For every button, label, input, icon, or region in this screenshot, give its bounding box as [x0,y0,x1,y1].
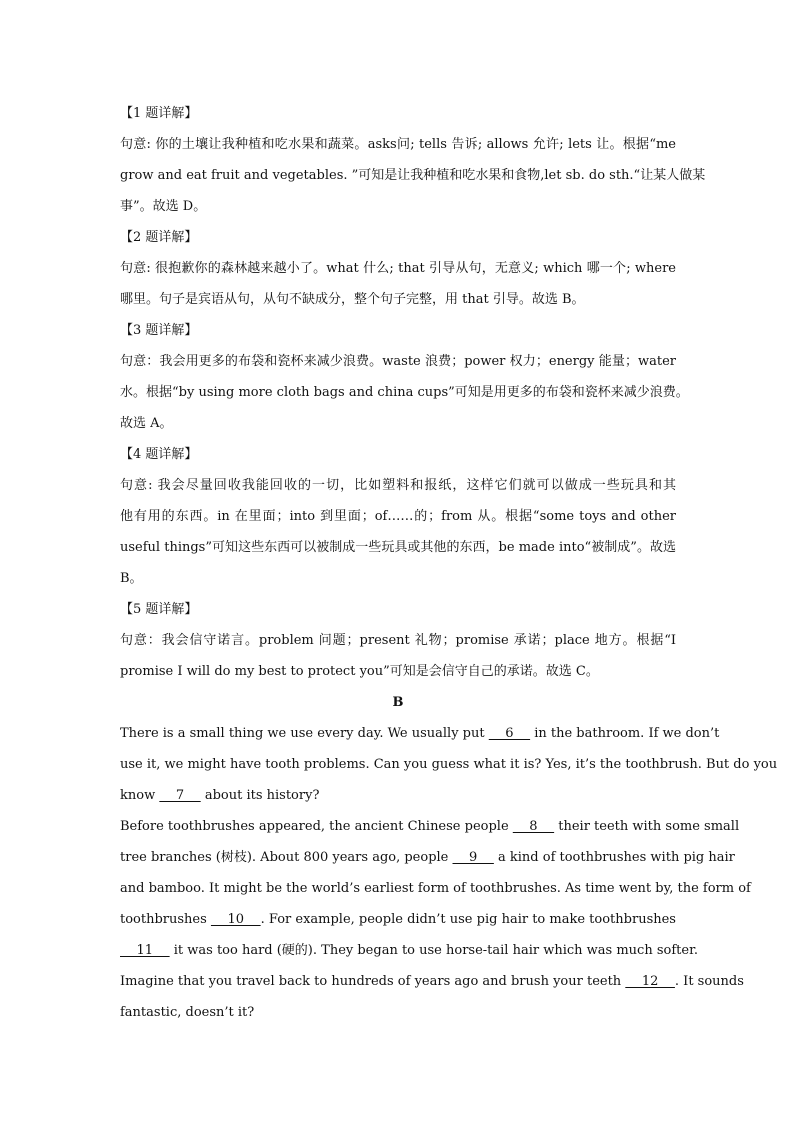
explanation-heading: 【1 题详解】 [120,106,198,121]
passage-text: about its history? [200,788,320,803]
passage-text: in the bathroom. If we don’t [530,726,720,741]
explanation-line: 句意：我会信守诺言。problem 问题；present 礼物；promise 承诺；place 地方。根据“I [120,633,676,648]
explanation-line: 句意: 你的土壤让我种植和吃水果和蔬菜。asks问; tells 告诉; allows 允许; lets 让。根据“me [120,137,676,152]
cloze-blank: 9 [452,850,494,865]
passage-line [120,718,720,749]
passage-line [120,935,698,966]
explanation-line: 事”。故选 D。 [120,199,207,214]
cloze-blank: 11 [120,943,170,958]
explanation-heading: 【3 题详解】 [120,323,198,338]
passage-text: know [120,788,160,803]
explanation-heading: 【5 题详解】 [120,602,198,617]
passage-text: tree branches (树枝). About 800 years ago, people [120,850,453,865]
passage-line [120,997,676,1028]
question-explanation-2 [120,222,676,315]
passage-line [120,904,676,935]
passage-line [120,749,778,780]
section-b-title: B [392,695,404,710]
passage-text: . For example, people didn’t use pig hair to make toothbrushes [260,912,676,927]
cloze-blank: 6 [488,726,531,741]
passage-line [120,966,744,997]
cloze-passage [120,718,778,1028]
passage-text: Before toothbrushes appeared, the ancient Chinese people [120,819,513,834]
passage-text: fantastic, doesn’t it? [120,1005,255,1020]
passage-text: use it, we might have tooth problems. Can you guess what it is? Yes, it’s the toothbrush. But do you [120,757,778,772]
explanation-line: 他有用的东西。in 在里面；into 到里面；of……的；from 从。根据“some toys and other [120,509,676,524]
explanation-line: 水。根据“by using more cloth bags and china cups”可知是用更多的布袋和瓷杯来减少浪费。 [120,385,689,400]
document-page [120,98,778,1028]
passage-line [120,873,751,904]
explanation-heading: 【2 题详解】 [120,230,198,245]
passage-line [120,811,740,842]
passage-text: a kind of toothbrushes with pig hair [493,850,735,865]
passage-text: There is a small thing we use every day. We usually put [120,726,489,741]
explanation-heading: 【4 题详解】 [120,447,198,462]
explanation-line: grow and eat fruit and vegetables. ”可知是让我种植和吃水果和食物,let sb. do sth.“让某人做某 [120,168,706,183]
passage-text: toothbrushes [120,912,211,927]
cloze-blank: 12 [625,974,675,989]
question-explanation-5 [120,594,676,687]
passage-text: it was too hard (硬的). They began to use horse-tail hair which was much softer. [169,943,698,958]
explanation-line: 句意: 我会尽量回收我能回收的一切，比如塑料和报纸，这样它们就可以做成一些玩具和其 [120,478,676,493]
question-explanation-4 [120,439,676,594]
cloze-blank: 10 [210,912,261,927]
passage-text: their teeth with some small [554,819,740,834]
explanation-line: 哪里。句子是宾语从句，从句不缺成分，整个句子完整，用 that 引导。故选 B。 [120,292,585,307]
explanation-line: B。 [120,571,143,586]
cloze-blank: 7 [159,788,201,803]
passage-text: . It sounds [674,974,744,989]
passage-line [120,842,735,873]
explanation-line: 句意: 很抱歉你的森林越来越小了。what 什么; that 引导从句，无意义; which 哪一个; where [120,261,676,276]
cloze-blank: 8 [512,819,555,834]
explanation-line: promise I will do my best to protect you”可知是会信守自己的承诺。故选 C。 [120,664,599,679]
passage-line [120,780,676,811]
explanation-line: 故选 A。 [120,416,173,431]
question-explanation-3 [120,315,689,439]
question-explanation-1 [120,98,706,222]
explanation-line: useful things”可知这些东西可以被制成一些玩具或其他的东西，be made into“被制成”。故选 [120,540,676,555]
passage-text: and bamboo. It might be the world’s earliest form of toothbrushes. As time went by, the form of [120,881,751,896]
passage-text: Imagine that you travel back to hundreds of years ago and brush your teeth [120,974,626,989]
explanation-line: 句意：我会用更多的布袋和瓷杯来减少浪费。waste 浪费；power 权力；energy 能量；water [120,354,676,369]
